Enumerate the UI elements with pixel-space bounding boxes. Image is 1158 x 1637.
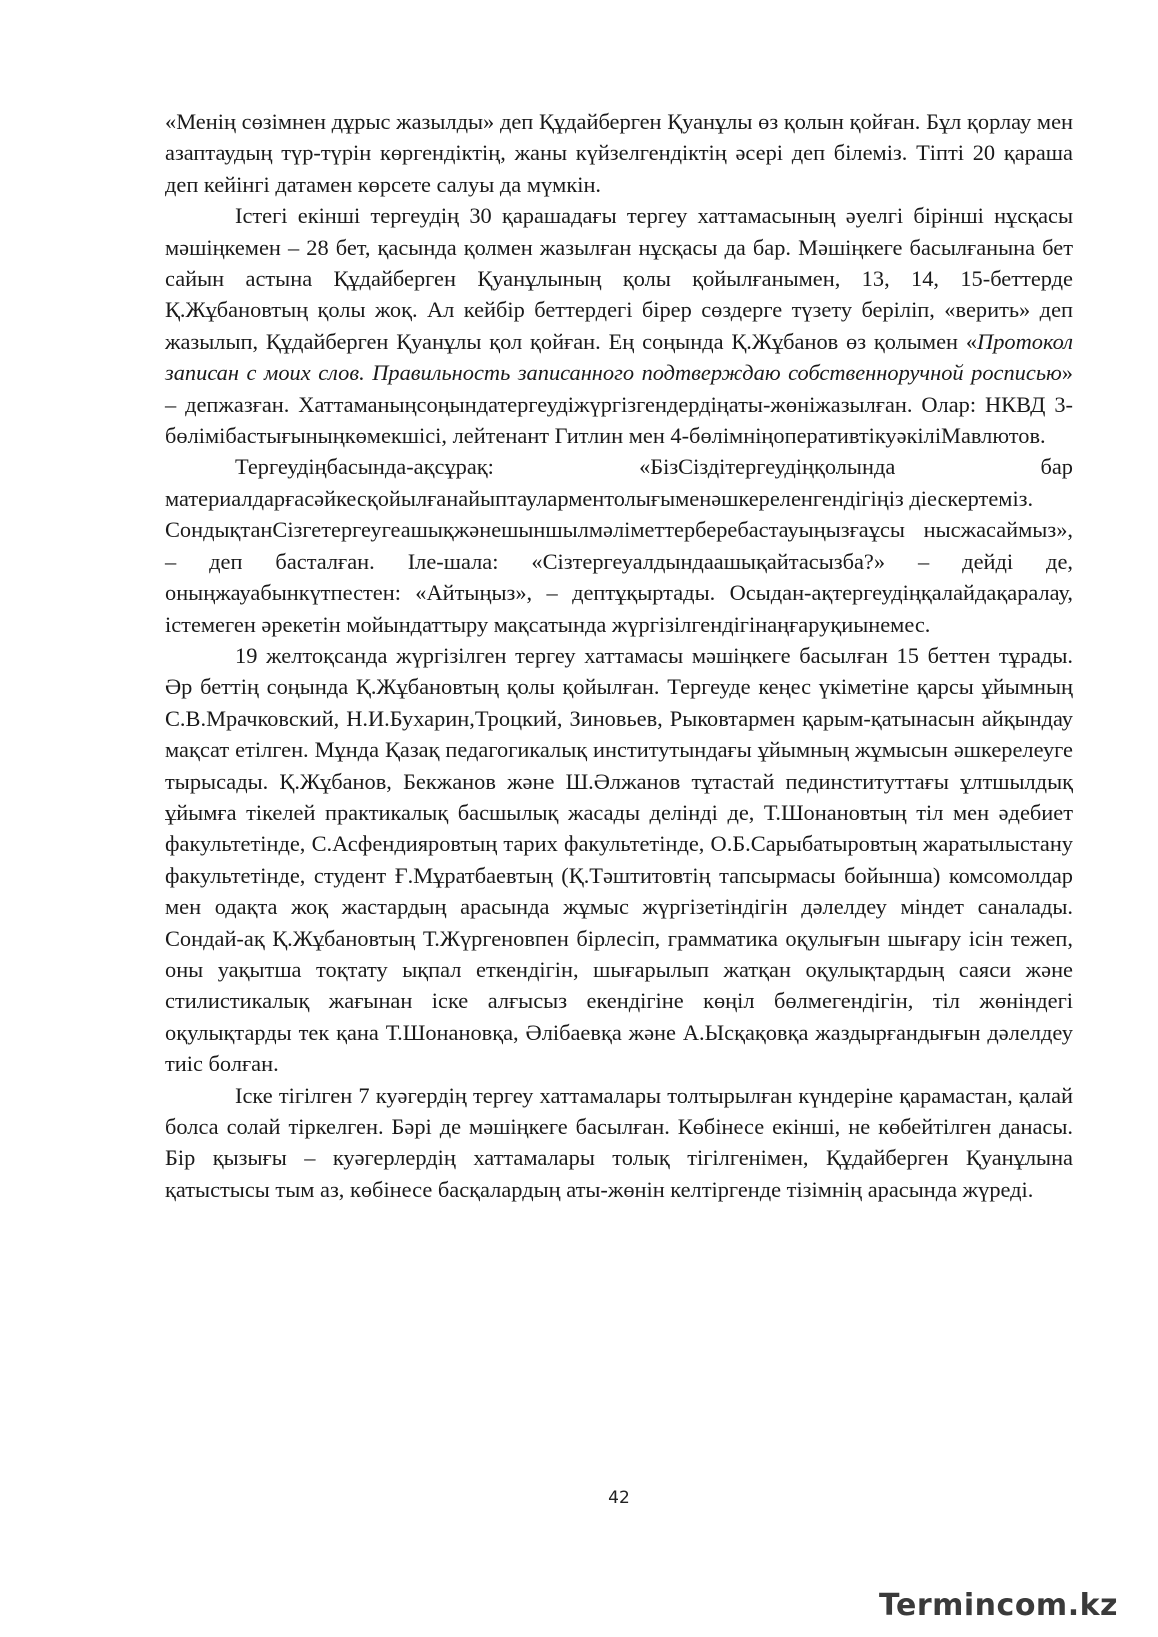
paragraph-2-text: Істегі екінші тергеудің 30 қарашадағы тергеу хаттамасының әуелгі бірінші нұсқасы мәшіңкемен – 28 бет, қасында қолмен жазылған нұсқасы да бар. Мәшіңкеге басылғанына бет сайын астына Құдайберген Қуанұлының қолы қойылғанымен, 13, 14, 15-беттерде Қ.Жұбановтың қолы жоқ. Ал кейбір беттердегі бірер сөздерге түзету беріліп, «верить» деп жазылып, Құдайберген Қуанұлы қол қойған. Ең соңында Қ.Жұбанов өз қолымен « [165, 203, 1073, 354]
page-body [165, 106, 1073, 1205]
paragraph-1: «Менің сөзімнен дұрыс жазылды» деп Құдайберген Қуанұлы өз қолын қойған. Бұл қорлау мен азаптаудың түр-түрін көргендіктің, жаны күйзелгендіктің әсері деп білеміз. Тіпті 20 қараша деп кейінгі датамен көрсете салуы да мүмкін. [165, 109, 1073, 197]
paragraph-6: Іске тігілген 7 куәгердің тергеу хаттамалары толтырылған күндеріне қарамастан, қалай болса солай тіркелген. Бәрі де мәшіңкеге басылған. Көбінесе екінші, не көбейтілген данасы. Бір қызығы – куәгерлердің хаттамалары толық тігілгенімен, Құдайберген Қуанұлына қатыстысы тым аз, көбінесе басқалардың аты-жөнін келтіргенде тізімнің арасында жүреді. [165, 1082, 1073, 1202]
paragraph-4: СондықтанСізгетергеугеашықжәнешыншылмәліметтерберебастауыңызғаұсы нысжасаймыз», – деп басталған. Іле-шала: «Сізтергеуалдындаашықайтасызба?» – дейді де, оныңжауабынкүтпестен: «Айтыңыз», – дептұқыртады. Осыдан-ақтергеудіңқалайдақаралау, істемеген әрекетін мойындаттыру мақсатында жүргізілгендігінаңғаруқиынемес. [165, 517, 1073, 637]
paragraph-3: Тергеудіңбасында-ақсұрақ: «БізСіздітергеудіңқолында бар материалдарғасәйкесқойылғанайыптауларментолығыменәшкереленгендігіңіз діескертеміз. [165, 454, 1073, 511]
watermark-logo: Termincom.kz [879, 1588, 1118, 1623]
paragraph-2-tail: » – депжазған. Хаттаманыңсоңындатергеудіжүргізгендердіңаты-жөніжазылған. Олар: НКВД 3-бөлімібастығыныңкөмекшісі, лейтенант Гитлин мен 4-бөлімніңоперативтікуәкіліМавлютов. [165, 360, 1073, 449]
italic-quote: Протокол записан с моих слов. Правильность записанного подтверждаю собственноручной росписью [165, 328, 1073, 386]
paragraph-2 [165, 200, 1073, 451]
page-number: 42 [608, 1488, 630, 1508]
paragraph-5: 19 желтоқсанда жүргізілген тергеу хаттамасы мәшіңкеге басылған 15 беттен тұрады. Әр беттің соңында Қ.Жұбановтың қолы қойылған. Тергеуде кеңес үкіметіне қарсы ұйымның С.В.Мрачковский, Н.И.Бухарин,Троцкий, Зиновьев, Рыковтармен қарым-қатынасын айқындау мақсат етілген. Мұнда Қазақ педагогикалық институтындағы ұйымның жұмысын әшкерелеуге тырысады. Қ.Жұбанов, Бекжанов және Ш.Әлжанов тұтастай пединституттағы ұлтшылдық ұйымға тікелей практикалық басшылық жасады делінді де, Т.Шонановтың тіл мен әдебиет факультетінде, С.Асфендияровтың тарих факультетінде, О.Б.Сарыбатыровтың жаратылыстану факультетінде, студент Ғ.Мұратбаевтың (Қ.Тәштитовтің тапсырмасы бойынша) комсомолдар мен одақта жоқ жастардың арасында жұмыс жүргізетіндігін дәлелдеу міндет саналады. Сондай-ақ Қ.Жұбановтың Т.Жүргеновпен бірлесіп, грамматика оқулығын шығару ісін тежеп, оны уақытша тоқтату ықпал еткендігін, шығарылып жатқан оқулықтардың саяси және стилистикалық жағынан іске алғысыз екендігіне көңіл бөлмегендігін, тіл жөніндегі оқулықтарды тек қана Т.Шонановқа, Әлібаевқа және А.Ысқақовқа жаздырғандығын дәлелдеу тиіс болған. [165, 642, 1073, 1077]
